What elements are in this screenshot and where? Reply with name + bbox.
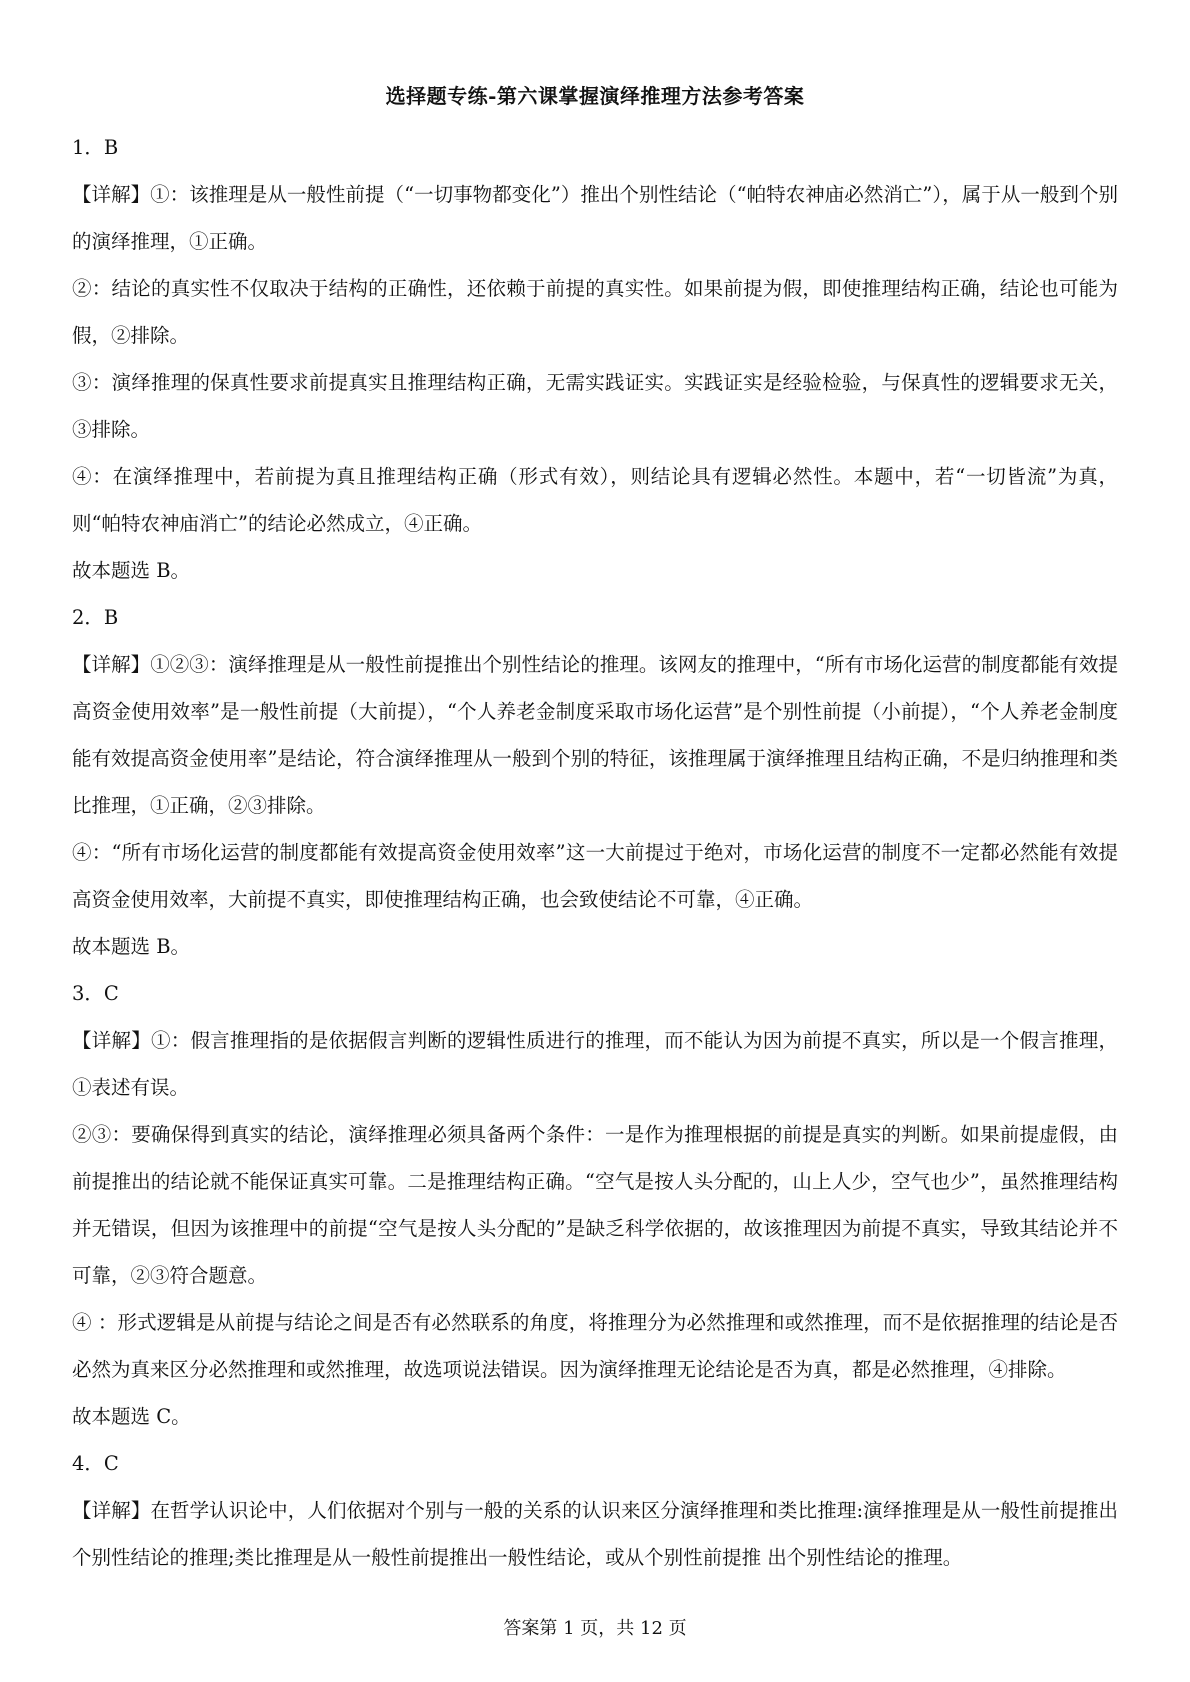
answer-number: 4．C [72, 1452, 119, 1475]
explanation-paragraph: 【详解】①：该推理是从一般性前提（“一切事物都变化”）推出个别性结论（“帕特农神庙必然消亡”），属于从一般到个别的演绎推理，①正确。 [72, 183, 1118, 253]
page-footer: 答案第 1 页，共 12 页 [503, 1618, 687, 1639]
explanation-paragraph: ④：在演绎推理中，若前提为真且推理结构正确（形式有效），则结论具有逻辑必然性。本题中，若“一切皆流”为真，则“帕特农神庙消亡”的结论必然成立，④正确。 [72, 465, 1118, 535]
answer-number: 3．C [72, 982, 119, 1005]
answer-number: 1．B [72, 136, 119, 159]
page-title: 选择题专练-第六课掌握演绎推理方法参考答案 [385, 84, 805, 108]
conclusion-line: 故本题选 B。 [72, 935, 191, 958]
conclusion-line: 故本题选 B。 [72, 559, 191, 582]
explanation-paragraph: ②③：要确保得到真实的结论，演绎推理必须具备两个条件：一是作为推理根据的前提是真实的判断。如果前提虚假，由前提推出的结论就不能保证真实可靠。二是推理结构正确。“空气是按人头分配的，山上人少，空气也少”，虽然推理结构并无错误，但因为该推理中的前提“空气是按人头分配的”是缺乏科学依据的，故该推理因为前提不真实，导致其结论并不可靠，②③符合题意。 [72, 1123, 1118, 1287]
explanation-paragraph: 【详解】①：假言推理指的是依据假言判断的逻辑性质进行的推理，而不能认为因为前提不真实，所以是一个假言推理，①表述有误。 [72, 1029, 1118, 1099]
explanation-paragraph: ②：结论的真实性不仅取决于结构的正确性，还依赖于前提的真实性。如果前提为假，即使推理结构正确，结论也可能为假，②排除。 [72, 277, 1118, 347]
explanation-paragraph: ③：演绎推理的保真性要求前提真实且推理结构正确，无需实践证实。实践证实是经验检验，与保真性的逻辑要求无关，③排除。 [72, 371, 1118, 441]
answer-body [72, 124, 1118, 1581]
explanation-paragraph: 【详解】①②③：演绎推理是从一般性前提推出个别性结论的推理。该网友的推理中，“所有市场化运营的制度都能有效提高资金使用效率”是一般性前提（大前提），“个人养老金制度采取市场化运营”是个别性前提（小前提），“个人养老金制度能有效提高资金使用率”是结论，符合演绎推理从一般到个别的特征，该推理属于演绎推理且结构正确，不是归纳推理和类比推理，①正确，②③排除。 [72, 653, 1118, 817]
conclusion-line: 故本题选 C。 [72, 1405, 191, 1428]
explanation-paragraph: ④：“所有市场化运营的制度都能有效提高资金使用效率”这一大前提过于绝对，市场化运营的制度不一定都必然能有效提高资金使用效率，大前提不真实，即使推理结构正确，也会致使结论不可靠，④正确。 [72, 841, 1118, 911]
explanation-paragraph: 【详解】在哲学认识论中，人们依据对个别与一般的关系的认识来区分演绎推理和类比推理:演绎推理是从一般性前提推出个别性结论的推理;类比推理是从一般性前提推出一般性结论，或从个别性前提推 出个别性结论的推理。 [72, 1499, 1118, 1569]
answer-number: 2．B [72, 606, 119, 629]
explanation-paragraph: ④ ：形式逻辑是从前提与结论之间是否有必然联系的角度，将推理分为必然推理和或然推理，而不是依据推理的结论是否必然为真来区分必然推理和或然推理，故选项说法错误。因为演绎推理无论结论是否为真，都是必然推理，④排除。 [72, 1311, 1118, 1381]
